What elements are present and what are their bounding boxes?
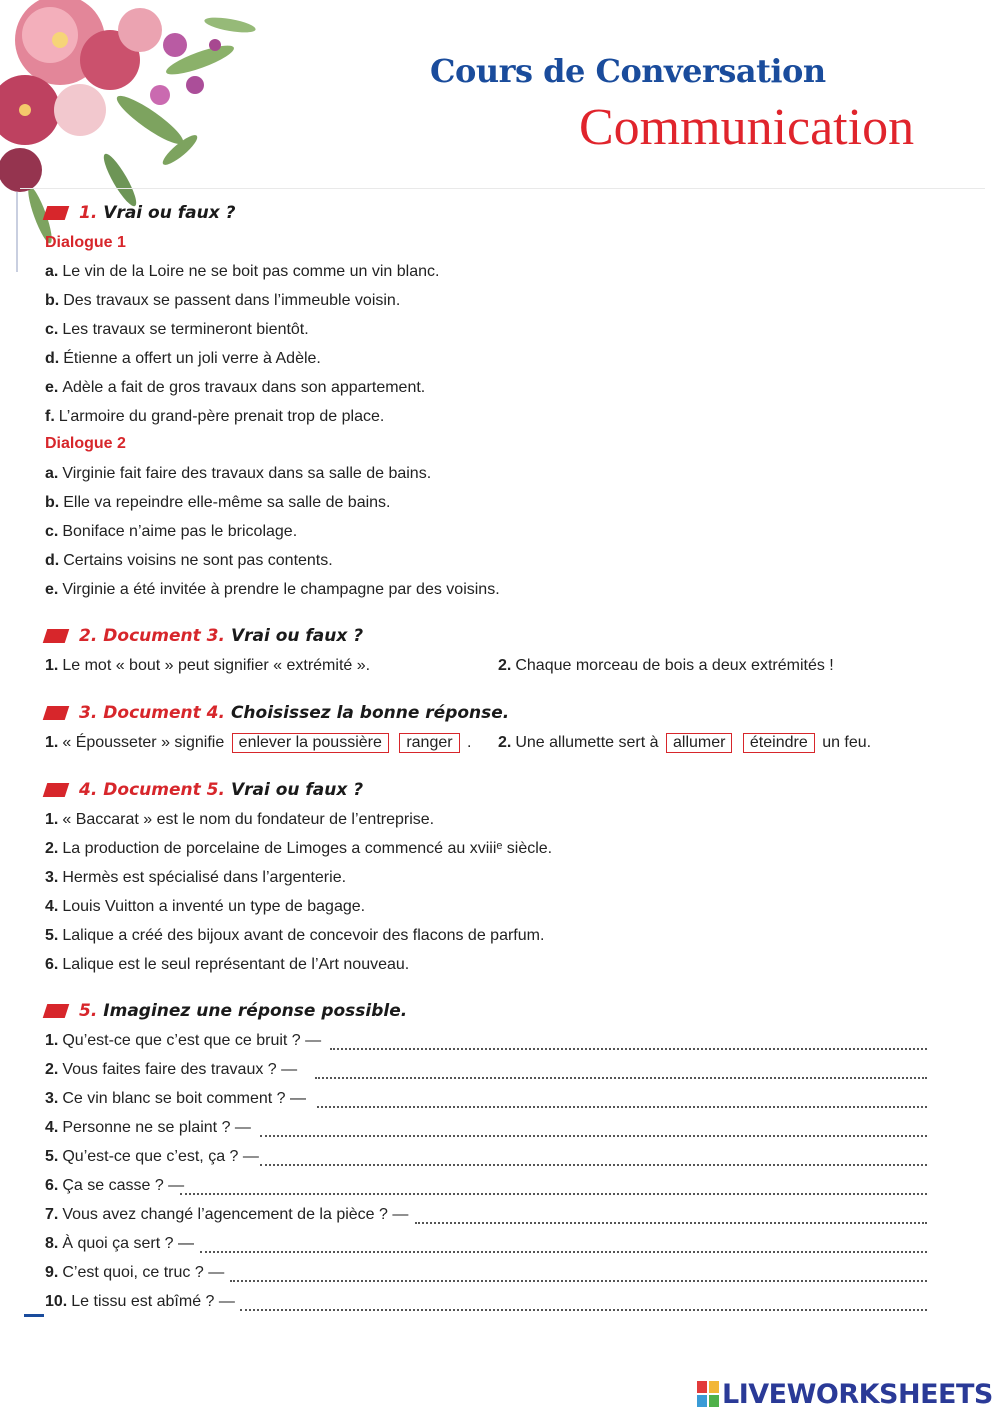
statement-item[interactable]	[45, 838, 552, 860]
item-text: Louis Vuitton a inventé un type de bagage.	[62, 898, 366, 915]
section-title: Imaginez une réponse possible.	[103, 1001, 408, 1021]
item-number: 2.	[498, 734, 512, 751]
item-text: Lalique a créé des bijoux avant de concevoir des flacons de parfum.	[62, 927, 545, 944]
question-item	[45, 1204, 927, 1226]
item-number: 2.	[45, 1061, 59, 1078]
item-text: « Épousseter » signifie	[62, 734, 225, 751]
item-text: Vous faites faire des travaux ? —	[62, 1061, 298, 1078]
answer-field[interactable]	[200, 1237, 927, 1253]
section-number: 5.	[79, 1001, 98, 1021]
section-number: 4.	[79, 780, 98, 800]
statement-item[interactable]	[45, 809, 434, 831]
option-enlever-la-poussiere[interactable]: enlever la poussière	[232, 733, 389, 753]
item-text: C’est quoi, ce truc ? —	[62, 1264, 225, 1281]
section-marker-icon	[43, 206, 70, 220]
item-number: 1.	[45, 657, 59, 674]
item-letter: b.	[45, 494, 60, 511]
section-5-heading	[45, 999, 407, 1023]
section-3-heading	[45, 701, 509, 725]
statement-item[interactable]	[498, 655, 834, 677]
question-item	[45, 1233, 927, 1255]
item-number: 3.	[45, 869, 59, 886]
item-text: Virginie a été invitée à prendre le champagne par des voisins.	[62, 581, 500, 598]
statement-item[interactable]	[45, 521, 297, 543]
item-text: Une allumette sert à	[515, 734, 659, 751]
flower-decoration	[0, 0, 280, 270]
item-text: Qu’est-ce que c’est que ce bruit ? —	[62, 1032, 322, 1049]
section-number: 2.	[79, 626, 98, 646]
statement-item[interactable]	[45, 867, 346, 889]
item-letter: d.	[45, 552, 60, 569]
item-number: 2.	[45, 840, 59, 857]
item-letter: a.	[45, 465, 59, 482]
statement-item[interactable]	[45, 319, 309, 341]
item-number: 6.	[45, 956, 59, 973]
liveworksheets-logo[interactable]	[697, 1378, 993, 1410]
item-text: Chaque morceau de bois a deux extrémités !	[515, 657, 834, 674]
item-number: 2.	[498, 657, 512, 674]
option-ranger[interactable]: ranger	[399, 733, 459, 753]
statement-item[interactable]	[45, 550, 333, 572]
footer-mark	[24, 1314, 44, 1317]
section-title: Vrai ou faux ?	[103, 203, 236, 223]
statement-item[interactable]	[45, 896, 365, 918]
question-item	[45, 1146, 927, 1168]
item-text: Personne ne se plaint ? —	[62, 1119, 251, 1136]
liveworksheets-icon	[697, 1381, 719, 1407]
section-number: 3.	[79, 703, 98, 723]
question-item	[45, 1059, 927, 1081]
section-title: Vrai ou faux ?	[230, 780, 364, 800]
answer-field[interactable]	[230, 1266, 927, 1282]
item-text: « Baccarat » est le nom du fondateur de l’entreprise.	[62, 811, 435, 828]
answer-field[interactable]	[180, 1179, 927, 1195]
statement-item[interactable]	[45, 925, 544, 947]
option-allumer[interactable]: allumer	[666, 733, 732, 753]
item-text: Certains voisins ne sont pas contents.	[63, 552, 333, 569]
item-text: Des travaux se passent dans l’immeuble voisin.	[63, 292, 401, 309]
item-number: 1.	[45, 734, 59, 751]
item-letter: c.	[45, 321, 59, 338]
item-text: Lalique est le seul représentant de l’Art nouveau.	[62, 956, 410, 973]
statement-item[interactable]	[45, 579, 500, 601]
section-marker-icon	[43, 706, 70, 720]
item-number: 6.	[45, 1177, 59, 1194]
section-title: Vrai ou faux ?	[230, 626, 364, 646]
statement-item[interactable]	[45, 954, 409, 976]
course-title: Cours de Conversation	[430, 52, 826, 90]
document-ref: Document 5.	[103, 780, 225, 800]
statement-item[interactable]	[45, 492, 391, 514]
item-text: Le vin de la Loire ne se boit pas comme un vin blanc.	[62, 263, 440, 280]
section-4-heading	[45, 778, 363, 802]
item-suffix: un feu.	[822, 734, 872, 751]
question-item	[45, 1030, 927, 1052]
brand-name: LIVEWORKSHEETS	[722, 1378, 993, 1410]
statement-item[interactable]	[45, 463, 431, 485]
answer-field[interactable]	[260, 1150, 927, 1166]
item-text: Virginie fait faire des travaux dans sa salle de bains.	[62, 465, 432, 482]
item-text: Ce vin blanc se boit comment ? —	[62, 1090, 307, 1107]
answer-field[interactable]	[315, 1063, 927, 1079]
answer-field[interactable]	[260, 1121, 927, 1137]
dialogue-1-label: Dialogue 1	[45, 234, 126, 251]
item-letter: d.	[45, 350, 60, 367]
statement-item[interactable]	[45, 406, 384, 428]
item-number: 5.	[45, 927, 59, 944]
question-item	[45, 1262, 927, 1284]
question-item	[45, 1291, 927, 1313]
item-number: 4.	[45, 898, 59, 915]
option-eteindre[interactable]: éteindre	[743, 733, 815, 753]
margin-line	[16, 192, 18, 272]
header-divider	[20, 188, 985, 189]
item-text: Elle va repeindre elle-même sa salle de bains.	[63, 494, 391, 511]
section-title: Choisissez la bonne réponse.	[230, 703, 510, 723]
item-text: Adèle a fait de gros travaux dans son appartement.	[62, 379, 426, 396]
item-text: La production de porcelaine de Limoges a commencé au xviiiᵉ siècle.	[62, 840, 553, 857]
item-text: Vous avez changé l’agencement de la pièce ? —	[62, 1206, 409, 1223]
question-item	[45, 1117, 927, 1139]
answer-field[interactable]	[415, 1208, 927, 1224]
choice-item	[45, 732, 471, 754]
item-letter: e.	[45, 379, 59, 396]
item-text: Le tissu est abîmé ? —	[71, 1293, 235, 1310]
item-text: Le mot « bout » peut signifier « extrémité ».	[62, 657, 371, 674]
section-2-heading	[45, 624, 363, 648]
item-text: Étienne a offert un joli verre à Adèle.	[63, 350, 321, 367]
item-text: Ça se casse ? —	[62, 1177, 185, 1194]
page-title: Communication	[579, 99, 915, 156]
item-letter: f.	[45, 408, 55, 425]
item-number: 4.	[45, 1119, 59, 1136]
statement-item[interactable]	[45, 261, 439, 283]
item-number: 10.	[45, 1293, 68, 1310]
statement-item[interactable]	[45, 290, 400, 312]
section-number: 1.	[79, 203, 98, 223]
question-item	[45, 1088, 927, 1110]
question-item	[45, 1175, 927, 1197]
answer-field[interactable]	[317, 1092, 927, 1108]
item-text: Les travaux se termineront bientôt.	[62, 321, 309, 338]
document-ref: Document 4.	[103, 703, 225, 723]
item-number: 7.	[45, 1206, 59, 1223]
item-number: 8.	[45, 1235, 59, 1252]
item-number: 1.	[45, 1032, 59, 1049]
item-text: Boniface n’aime pas le bricolage.	[62, 523, 298, 540]
section-marker-icon	[43, 629, 70, 643]
answer-field[interactable]	[330, 1034, 927, 1050]
answer-field[interactable]	[240, 1295, 927, 1311]
item-number: 9.	[45, 1264, 59, 1281]
choice-item	[498, 732, 871, 754]
item-text: L’armoire du grand-père prenait trop de place.	[58, 408, 385, 425]
section-marker-icon	[43, 1004, 70, 1018]
item-letter: e.	[45, 581, 59, 598]
dialogue-2-label: Dialogue 2	[45, 435, 126, 452]
item-text: Hermès est spécialisé dans l’argenterie.	[62, 869, 347, 886]
item-letter: b.	[45, 292, 60, 309]
item-text: Qu’est-ce que c’est, ça ? —	[62, 1148, 259, 1165]
statement-item[interactable]	[45, 348, 321, 370]
item-number: 5.	[45, 1148, 59, 1165]
item-number: 1.	[45, 811, 59, 828]
section-1-heading	[45, 201, 235, 225]
item-suffix: .	[467, 734, 472, 751]
statement-item[interactable]	[45, 655, 370, 677]
document-ref: Document 3.	[103, 626, 225, 646]
section-marker-icon	[43, 783, 70, 797]
statement-item[interactable]	[45, 377, 425, 399]
item-text: À quoi ça sert ? —	[62, 1235, 194, 1252]
item-letter: c.	[45, 523, 59, 540]
item-number: 3.	[45, 1090, 59, 1107]
item-letter: a.	[45, 263, 59, 280]
